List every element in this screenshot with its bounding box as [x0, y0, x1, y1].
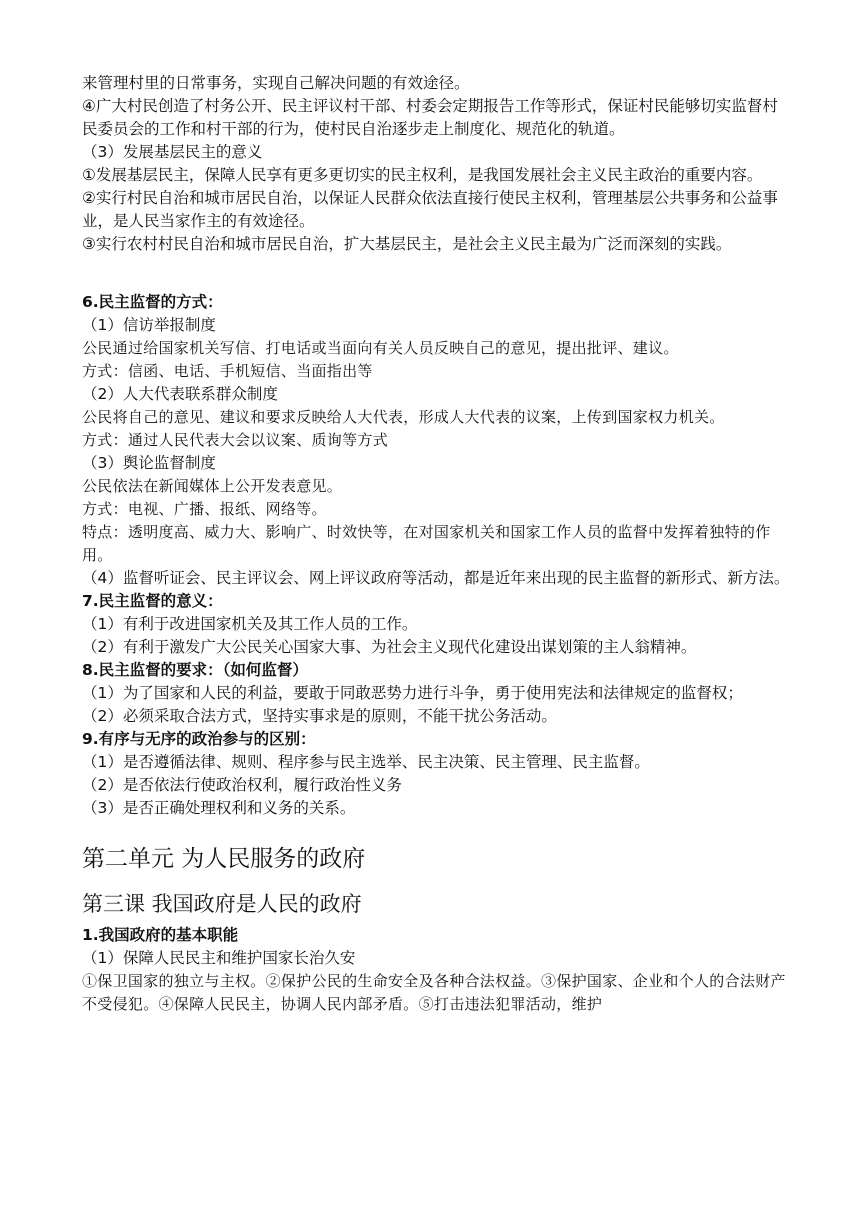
- paragraph: 方式：信函、电话、手机短信、当面指出等: [82, 362, 373, 380]
- list-item: （2）必须采取合法方式，坚持实事求是的原则，不能干扰公务活动。: [82, 707, 557, 725]
- paragraph: 特点：透明度高、威力大、影响广、时效快等，在对国家机关和国家工作人员的监督中发挥着独特的作用。: [82, 523, 771, 564]
- paragraph: （4）监督听证会、民主评议会、网上评议政府等活动，都是近年来出现的民主监督的新形式、新方法。: [82, 569, 790, 587]
- subheading: （2）人大代表联系群众制度: [82, 385, 278, 403]
- paragraph: 来管理村里的日常事务，实现自己解决问题的有效途径。: [82, 74, 470, 92]
- paragraph: 方式：通过人民代表大会以议案、质询等方式: [82, 431, 389, 449]
- list-item: （2）有利于激发广大公民关心国家大事、为社会主义现代化建设出谋划策的主人翁精神。: [82, 638, 697, 656]
- section-title-9: 9.有序与无序的政治参与的区别：: [82, 730, 316, 748]
- paragraph: 方式：电视、广播、报纸、网络等。: [82, 500, 327, 518]
- subheading: （3）舆论监督制度: [82, 454, 216, 472]
- paragraph: 公民通过给国家机关写信、打电话或当面向有关人员反映自己的意见，提出批评、建议。: [82, 339, 679, 357]
- list-item: （1）有利于改进国家机关及其工作人员的工作。: [82, 615, 418, 633]
- paragraph: 公民依法在新闻媒体上公开发表意见。: [82, 477, 343, 495]
- paragraph: ②实行村民自治和城市居民自治，以保证人民群众依法直接行使民主权利，管理基层公共事务和公益事业，是人民当家作主的有效途径。: [82, 189, 778, 230]
- section-title-1: 1.我国政府的基本职能: [82, 926, 239, 944]
- section-title-8: 8.民主监督的要求：（如何监督）: [82, 661, 308, 679]
- subheading: （1）保障人民民主和维护国家长治久安: [82, 949, 356, 967]
- paragraph: ④广大村民创造了村务公开、民主评议村干部、村委会定期报告工作等形式，保证村民能够切实监督村民委员会的工作和村干部的行为，使村民自治逐步走上制度化、规范化的轨道。: [82, 97, 778, 138]
- paragraph: ③实行农村村民自治和城市居民自治，扩大基层民主，是社会主义民主最为广泛而深刻的实践。: [82, 235, 732, 253]
- list-item: （3）是否正确处理权利和义务的关系。: [82, 799, 356, 817]
- list-item: （1）是否遵循法律、规则、程序参与民主选举、民主决策、民主管理、民主监督。: [82, 753, 650, 771]
- section-title-6: 6.民主监督的方式：: [82, 293, 223, 311]
- subheading: （3）发展基层民主的意义: [82, 143, 263, 161]
- paragraph: ①发展基层民主，保障人民享有更多更切实的民主权利，是我国发展社会主义民主政治的重要内容。: [82, 166, 763, 184]
- list-item: （2）是否依法行使政治权利，履行政治性义务: [82, 776, 402, 794]
- paragraph: ①保卫国家的独立与主权。②保护公民的生命安全及各种合法权益。③保护国家、企业和个人的合法财产不受侵犯。④保障人民民主，协调人民内部矛盾。⑤打击违法犯罪活动，维护: [82, 972, 786, 1013]
- spacer: [82, 256, 792, 279]
- subheading: （1）信访举报制度: [82, 316, 216, 334]
- spacer: [82, 279, 792, 291]
- unit-title: 第二单元 为人民服务的政府: [82, 846, 366, 872]
- list-item: （1）为了国家和人民的利益，要敢于同敢恶势力进行斗争，勇于使用宪法和法律规定的监督权；: [82, 684, 743, 702]
- section-title-7: 7.民主监督的意义：: [82, 592, 223, 610]
- lesson-title: 第三课 我国政府是人民的政府: [82, 892, 362, 916]
- paragraph: 公民将自己的意见、建议和要求反映给人大代表，形成人大代表的议案，上传到国家权力机关。: [82, 408, 725, 426]
